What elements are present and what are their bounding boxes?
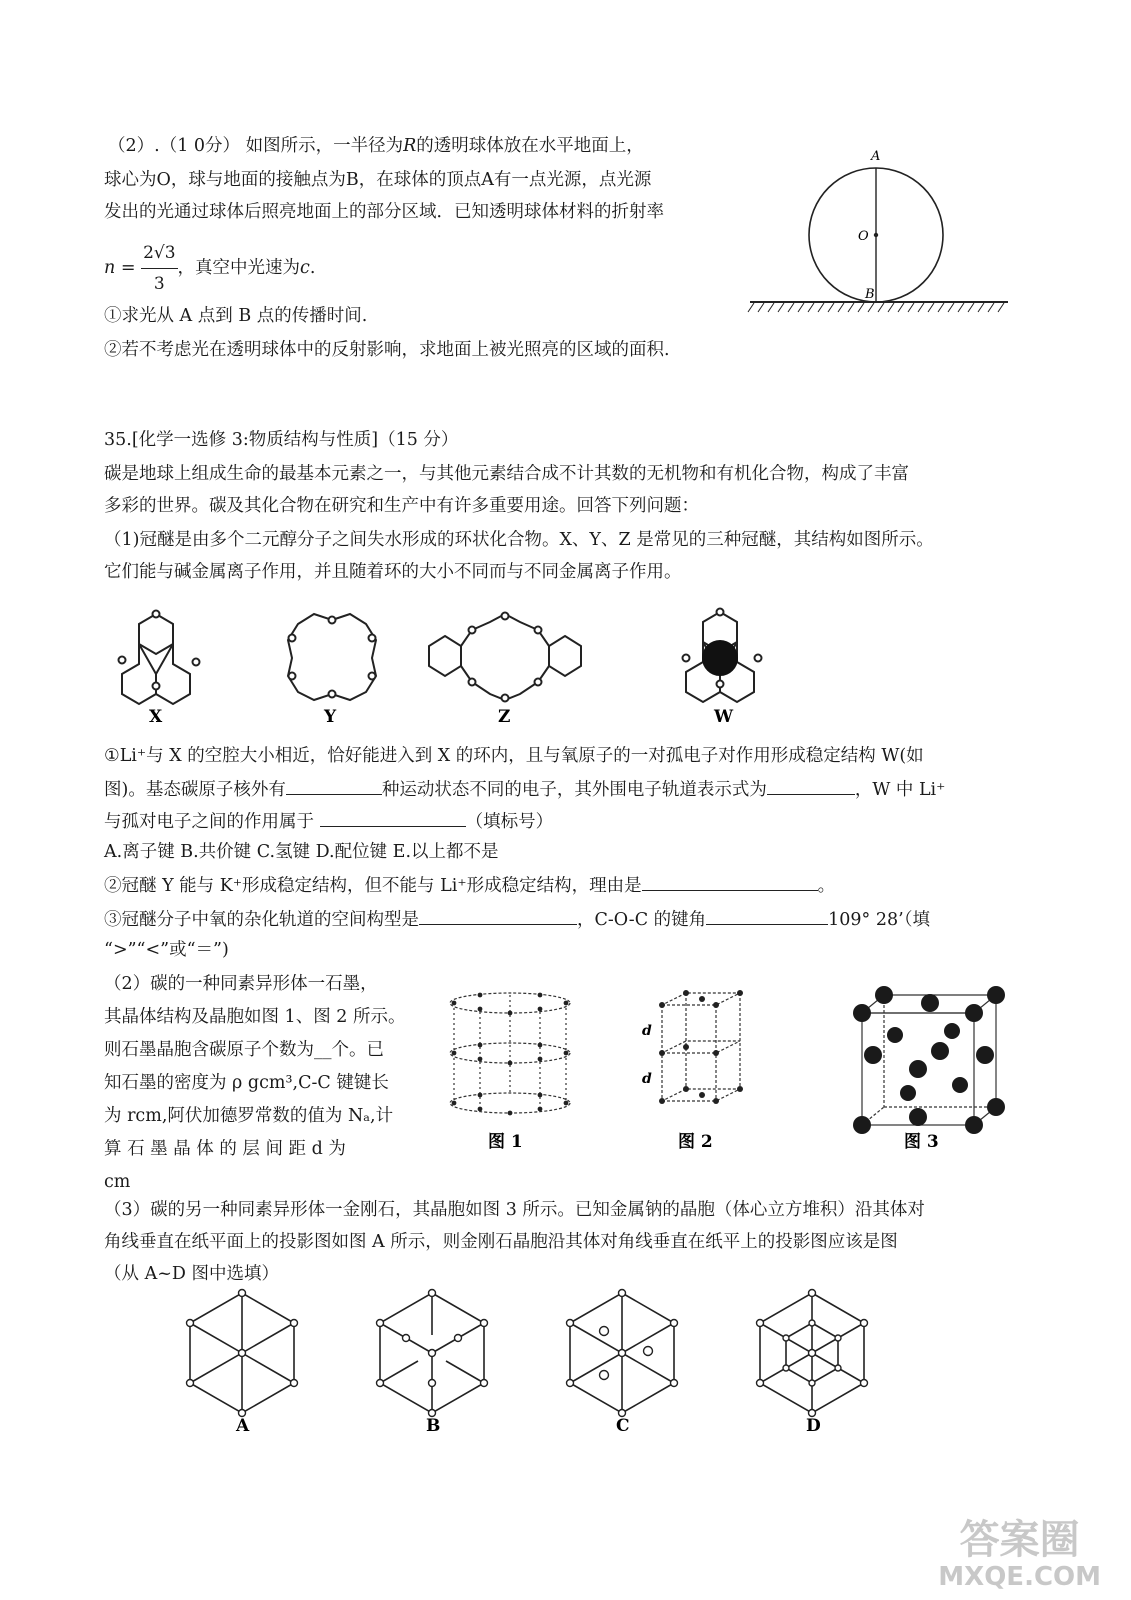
watermark-url: MXQE.COM [938,1562,1101,1592]
q3-line: ③冠醚分子中氧的杂化轨道的空间构型是 ，C-O-C 的键角 109° 28’（填 [104,906,930,932]
watermark [938,1518,1101,1592]
crown-ether-figures [100,600,780,730]
ether-W [683,609,762,703]
watermark-logo-text: 答案圈 [959,1517,1080,1563]
q1-line-1: ①Li⁺与 X 的空腔大小相近，恰好能进入到 X 的环内，且与氧原子的一对孤电子对作用形成稳定结构 W(如 [104,746,924,766]
label-fig1: 图 1 [488,1132,523,1152]
label-A: A [871,149,881,164]
sphere-figure [740,140,1020,320]
graphite-atoms [452,993,569,1116]
optics-header: （2）.（1 0分） [108,136,241,156]
optics-question-2: ②若不考虑光在透明球体中的反射影响，求地面上被光照亮的区域的面积. [104,340,670,360]
blank-interaction-type[interactable] [320,808,466,827]
part1-line-1: （1)冠醚是由多个二元醇分子之间失水形成的环状化合物。X、Y、Z 是常见的三种冠醚，其结构如图所示。 [104,530,934,550]
optics-line-1: （2）.（1 0分） 如图所示，一半径为R的透明球体放在水平地面上， [108,136,644,156]
blank-electron-count[interactable] [286,776,382,795]
part3-line-3: （从 A~D 图中选填） [104,1264,279,1284]
optics-question-1: ①求光从 A 点到 B 点的传播时间. [104,306,368,326]
lithium-ion [703,641,737,675]
label-proj-C: C [616,1416,630,1435]
label-proj-D: D [806,1416,821,1435]
ground-hatching [748,303,1004,312]
graphite-diamond-figures [440,985,1020,1155]
chem-intro-1: 碳是地球上组成生命的最基本元素之一，与其他元素结合成不计其数的无机物和有机化合物，构成了丰富 [104,464,909,484]
label-fig3: 图 3 [904,1132,939,1152]
label-d-upper: d [642,1023,652,1039]
projection-figures [170,1285,870,1435]
blank-reason[interactable] [642,872,818,891]
label-Y: Y [324,707,337,727]
label-O: O [858,229,869,244]
blank-orbital-diagram[interactable] [767,776,855,795]
q1-options: A.离子键 B.共价键 C.氢键 D.配位键 E.以上都不是 [104,842,499,862]
part1-line-2: 它们能与碱金属离子作用，并且随着环的大小不同而与不同金属离子作用。 [104,562,682,582]
label-fig2: 图 2 [678,1132,713,1152]
ether-X [119,611,200,705]
q2-line: ②冠醚 Y 能与 K⁺形成稳定结构，但不能与 Li⁺形成稳定结构，理由是 。 [104,872,835,898]
refractive-index-formula: n = $\frac{2√3}{3}$ ，真空中光速为c. [104,238,315,299]
graphite-unit-cell [662,993,740,1101]
label-W: W [714,707,734,727]
chem-title: 35.[化学一选修 3:物质结构与性质]（15 分） [104,430,459,450]
ether-Y [288,614,376,700]
graphite-cell-atoms [659,990,743,1104]
label-d-lower: d [642,1071,652,1087]
q1-line-2: 图)。基态碳原子核外有 种运动状态不同的电子，其外围电子轨道表示式为 ，W 中 Li⁺ [104,776,945,802]
fraction: $\frac{2√3}{3}$ [141,238,177,299]
blank-angle-compare[interactable] [706,906,828,925]
ether-Z [429,613,581,702]
label-B: B [865,287,875,302]
blank-geometry[interactable] [419,906,577,925]
diamond-atoms [853,986,1005,1134]
part3-line-1: （3）碳的另一种同素异形体一金刚石，其晶胞如图 3 所示。已知金属钠的晶胞（体心立方堆积）沿其体对 [104,1200,925,1220]
label-proj-B: B [426,1416,441,1435]
q1-line-3: 与孤对电子之间的作用属于 （填标号） [104,808,553,834]
label-Z: Z [498,707,511,727]
label-X: X [149,707,163,727]
optics-line-2: 球心为O，球与地面的接触点为B，在球体的顶点A有一点光源，点光源 [104,170,652,190]
label-proj-A: A [236,1416,250,1435]
optics-line-3: 发出的光通过球体后照亮地面上的部分区域．已知透明球体材料的折射率 [104,202,664,222]
chem-intro-2: 多彩的世界。碳及其化合物在研究和生产中有许多重要用途。回答下列问题： [104,496,699,516]
q3-line-2: “>”“<”或“＝”) [104,940,229,960]
part3-line-2: 角线垂直在纸平面上的投影图如图 A 所示，则金刚石晶胞沿其体对角线垂直在纸平上的投影图应该是图 [104,1232,898,1252]
center-dot [874,233,878,237]
